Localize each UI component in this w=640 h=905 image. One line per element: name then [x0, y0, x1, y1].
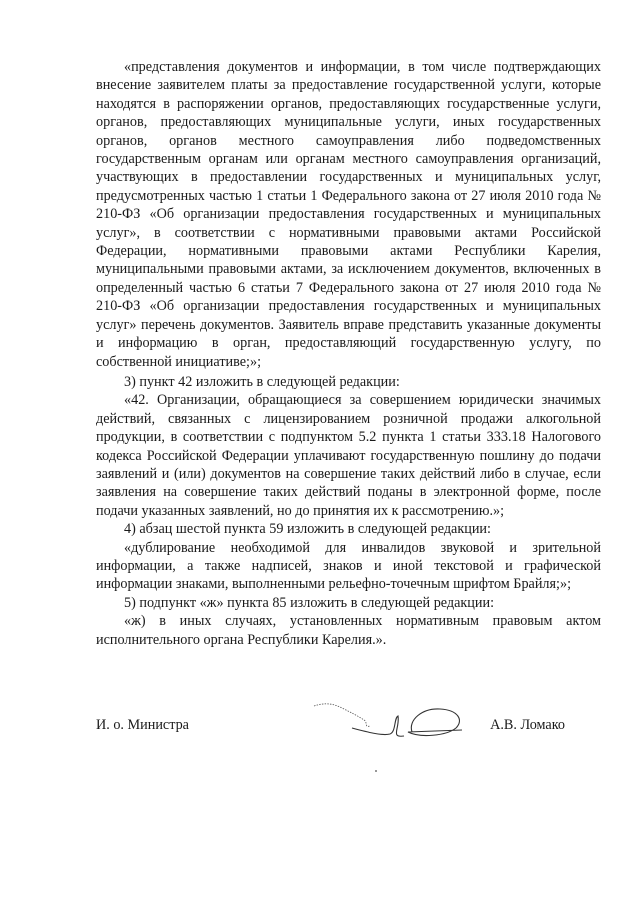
- scan-speck: [375, 770, 377, 772]
- paragraph-item-5-heading: 5) подпункт «ж» пункта 85 изложить в следующей редакции:: [124, 594, 495, 611]
- signatory-title: И. о. Министра: [96, 717, 189, 733]
- paragraph-subclause-zh: «ж) в иных случаях, установленных нормативным правовым актом исполнительного органа Республики Карелия.».: [96, 613, 601, 648]
- paragraph-item-3-heading: 3) пункт 42 изложить в следующей редакции:: [124, 373, 400, 390]
- paragraph-document-list: «представления документов и информации, в том числе подтверждающих внесение заявителем платы за предоставление государственной услуги, которые находятся в распоряжении органов, предоставляющих государственные услуги, органов, предоставляющих муниципальные услуги, иных государственных органов, органов местного самоуправления либо подведомственных государственным органам или органам местного самоуправления организаций, участвующих в предоставлении государственных и муниципальных услуг, предусмотренных частью 1 статьи 1 Федерального закона от 27 июля 2010 года № 210-ФЗ «Об организации предоставления государственных и муниципальных услуг», в соответствии с нормативными правовыми актами Российской Федерации, нормативными правовыми актами Республики Карелия, муниципальными правовыми актами, за исключением документов, включенных в определенный частью 6 статьи 7 Федерального закона от 27 июля 2010 года № 210-ФЗ «Об организации предоставления государственных и муниципальных услуг» перечень документов. Заявитель вправе представить указанные документы и информацию в орган, предоставляющий государственную услугу, по собственной инициативе;»;: [96, 59, 601, 370]
- handwritten-signature: [312, 692, 472, 752]
- paragraph-clause-42: «42. Организации, обращающиеся за совершением юридически значимых действий, связанных с лицензированием розничной продажи алкогольной продукции, в соответствии с подпунктом 5.2 пункта 1 статьи 333.18 Налогового кодекса Российской Федерации уплачивают государственную пошлину до подачи заявлений и (или) документов на совершение таких действий либо в случае, если заявления на совершение таких действий поданы в электронной форме, после подачи указанных заявлений, но до принятия их к рассмотрению.»;: [96, 392, 601, 519]
- paragraph-item-4-heading: 4) абзац шестой пункта 59 изложить в следующей редакции:: [124, 521, 491, 538]
- document-body: [96, 58, 601, 649]
- paragraph-braille-text: «дублирование необходимой для инвалидов звуковой и зрительной информации, а также надписей, знаков и иной текстовой и графической информации знаками, выполненными рельефно-точечным шрифтом Брайля;»;: [96, 539, 601, 593]
- signatory-name: А.В. Ломако: [490, 717, 565, 733]
